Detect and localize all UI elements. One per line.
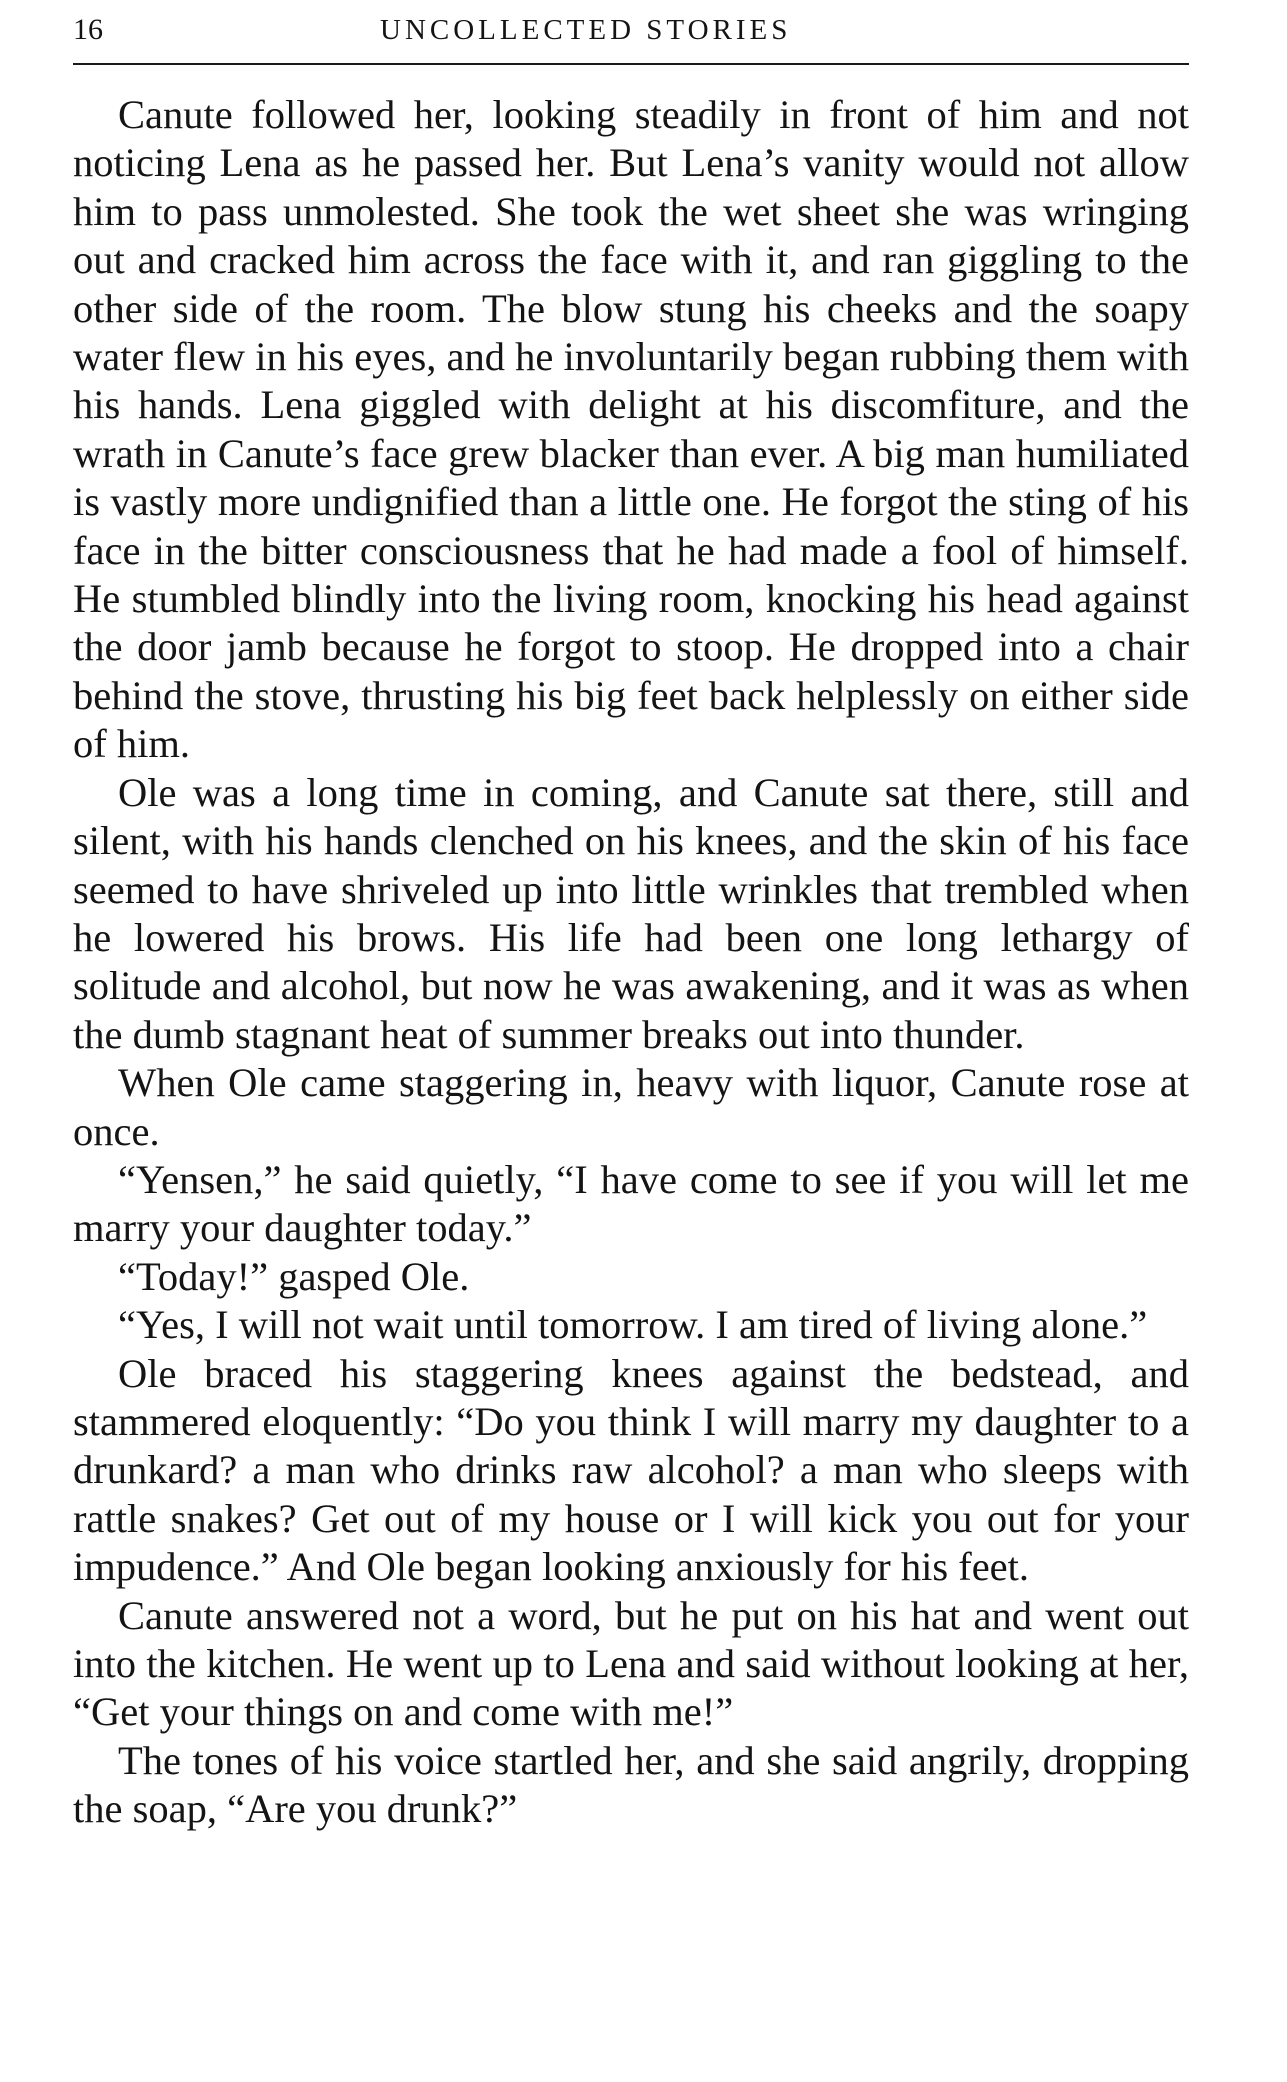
paragraph-9: The tones of his voice startled her, and she said angrily, dropping the soap, “Are you drunk?” bbox=[73, 1737, 1189, 1832]
paragraph-4: “Yensen,” he said quietly, “I have come to see if you will let me marry your daughter today.” bbox=[73, 1156, 1189, 1251]
paragraph-3: When Ole came staggering in, heavy with liquor, Canute rose at once. bbox=[73, 1060, 1189, 1154]
paragraph-1: Canute followed her, looking steadily in front of him and not noticing Lena as he passed her. But Lena’s vanity would not allow him to pass unmolested. She took the wet sheet she was wringing out and cracked him across the face with it, and ran giggling to the other side of the room. The blow stung his cheeks and the soapy water flew in his eyes, and he involuntarily began rubbing them with his hands. Lena giggled with delight at his discomfiture, and the wrath in Canute’s face grew blacker than ever. A big man humiliated is vastly more undignified than a little one. He forgot the sting of his face in the bitter consciousness that he had made a fool of himself. He stumbled blindly into the living room, knocking his head against the door jamb because he forgot to stoop. He dropped into a chair behind the stove, thrusting his big feet back helplessly on either side of him. bbox=[73, 92, 1189, 767]
book-page bbox=[73, 0, 1189, 1834]
page-number: 16 bbox=[73, 13, 103, 46]
paragraph-8: Canute answered not a word, but he put on his hat and went out into the kitchen. He went up to Lena and said without looking at her, “Get your things on and come with me!” bbox=[73, 1592, 1189, 1735]
paragraph-2: Ole was a long time in coming, and Canute sat there, still and silent, with his hands clenched on his knees, and the skin of his face seemed to have shriveled up into little wrinkles that trembled when he lowered his brows. His life had been one long lethargy of solitude and alcohol, but now he was awakening, and it was as when the dumb stagnant heat of summer breaks out into thunder. bbox=[73, 769, 1189, 1057]
paragraph-7: Ole braced his staggering knees against the bedstead, and stammered eloquently: “Do you think I will marry my daughter to a drunkard? a man who drinks raw alcohol? a man who sleeps with rattle snakes? Get out of my house or I will kick you out for your impudence.” And Ole began looking anxiously for his feet. bbox=[73, 1350, 1189, 1590]
paragraph-5: “Today!” gasped Ole. bbox=[118, 1253, 470, 1299]
running-head bbox=[73, 6, 1189, 65]
running-title: UNCOLLECTED STORIES bbox=[380, 14, 792, 46]
paragraph-6: “Yes, I will not wait until tomorrow. I am tired of living alone.” bbox=[118, 1302, 1148, 1348]
body-text bbox=[73, 91, 1189, 1834]
